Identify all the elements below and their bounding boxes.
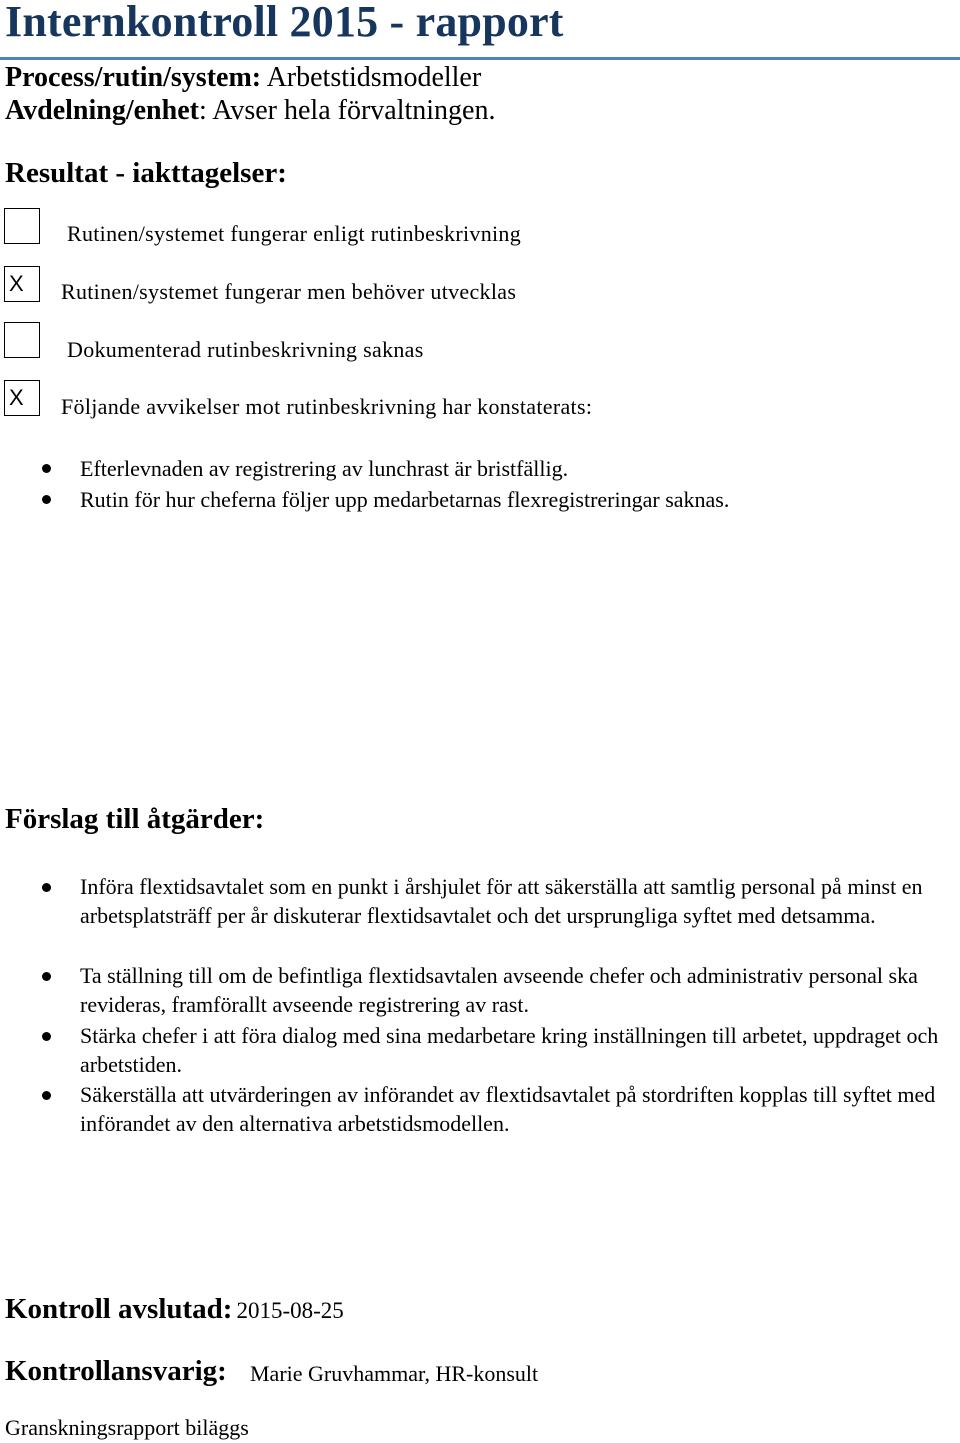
attachment-note: Granskningsrapport biläggs xyxy=(5,1415,249,1440)
results-heading: Resultat - iakttagelser: xyxy=(5,157,287,189)
deviation-item-1: Efterlevnaden av registrering av lunchrast är bristfällig. xyxy=(80,456,569,481)
proposal-item-2: Ta ställning till om de befintliga flextidsavtalen avseende chefer och administrativ personal ska revideras, framförallt avseende registrering av rast. xyxy=(80,963,918,1017)
option-label-3: Dokumenterad rutinbeskrivning saknas xyxy=(67,337,424,362)
option-label-2: Rutinen/systemet fungerar men behöver utvecklas xyxy=(61,279,517,304)
department-label: Avdelning/enhet xyxy=(5,95,199,126)
page-title: Internkontroll 2015 - rapport xyxy=(5,0,564,46)
title-underline xyxy=(0,57,960,60)
bullet-icon xyxy=(42,883,51,892)
bullet-icon xyxy=(42,1032,51,1041)
process-row xyxy=(5,62,481,94)
completed-row xyxy=(5,1293,344,1326)
checkbox-option-1[interactable] xyxy=(4,208,40,244)
option-label-4: Följande avvikelser mot rutinbeskrivning har konstaterats: xyxy=(61,394,593,419)
checkbox-option-4[interactable]: X xyxy=(4,380,40,416)
proposal-item-1: Införa flextidsavtalet som en punkt i årshjulet för att säkerställa att samtlig personal på minst en arbetsplatsträff per år diskuterar flextidsavtalet och det ursprungliga syftet med detsamma. xyxy=(80,874,923,928)
deviation-item-2: Rutin för hur cheferna följer upp medarbetarnas flexregistreringar saknas. xyxy=(80,487,730,512)
bullet-icon xyxy=(42,1091,51,1100)
process-value: Arbetstidsmodeller xyxy=(261,62,482,93)
process-label: Process/rutin/system: xyxy=(5,62,262,93)
checkbox-option-2[interactable]: X xyxy=(4,266,40,302)
department-row xyxy=(5,95,495,127)
bullet-icon xyxy=(42,464,51,473)
completed-date: 2015-08-25 xyxy=(236,1298,344,1323)
department-value: Avser hela förvaltningen. xyxy=(206,95,496,126)
department-separator: : xyxy=(198,95,207,126)
option-label-1: Rutinen/systemet fungerar enligt rutinbeskrivning xyxy=(67,221,522,246)
proposal-item-4: Säkerställa att utvärderingen av införandet av flextidsavtalet på stordriften kopplas till syftet med införandet av den alternativa arbetstidsmodellen. xyxy=(80,1082,936,1136)
bullet-icon xyxy=(42,972,51,981)
completed-label: Kontroll avslutad: xyxy=(5,1293,233,1325)
bullet-icon xyxy=(42,495,51,504)
proposal-item-3: Stärka chefer i att föra dialog med sina medarbetare kring inställningen till arbetet, uppdraget och arbetstiden. xyxy=(80,1023,939,1077)
checkbox-option-3[interactable] xyxy=(4,322,40,358)
proposals-heading: Förslag till åtgärder: xyxy=(5,803,265,835)
responsible-label: Kontrollansvarig: xyxy=(5,1355,227,1387)
responsible-value: Marie Gruvhammar, HR-konsult xyxy=(250,1361,539,1386)
